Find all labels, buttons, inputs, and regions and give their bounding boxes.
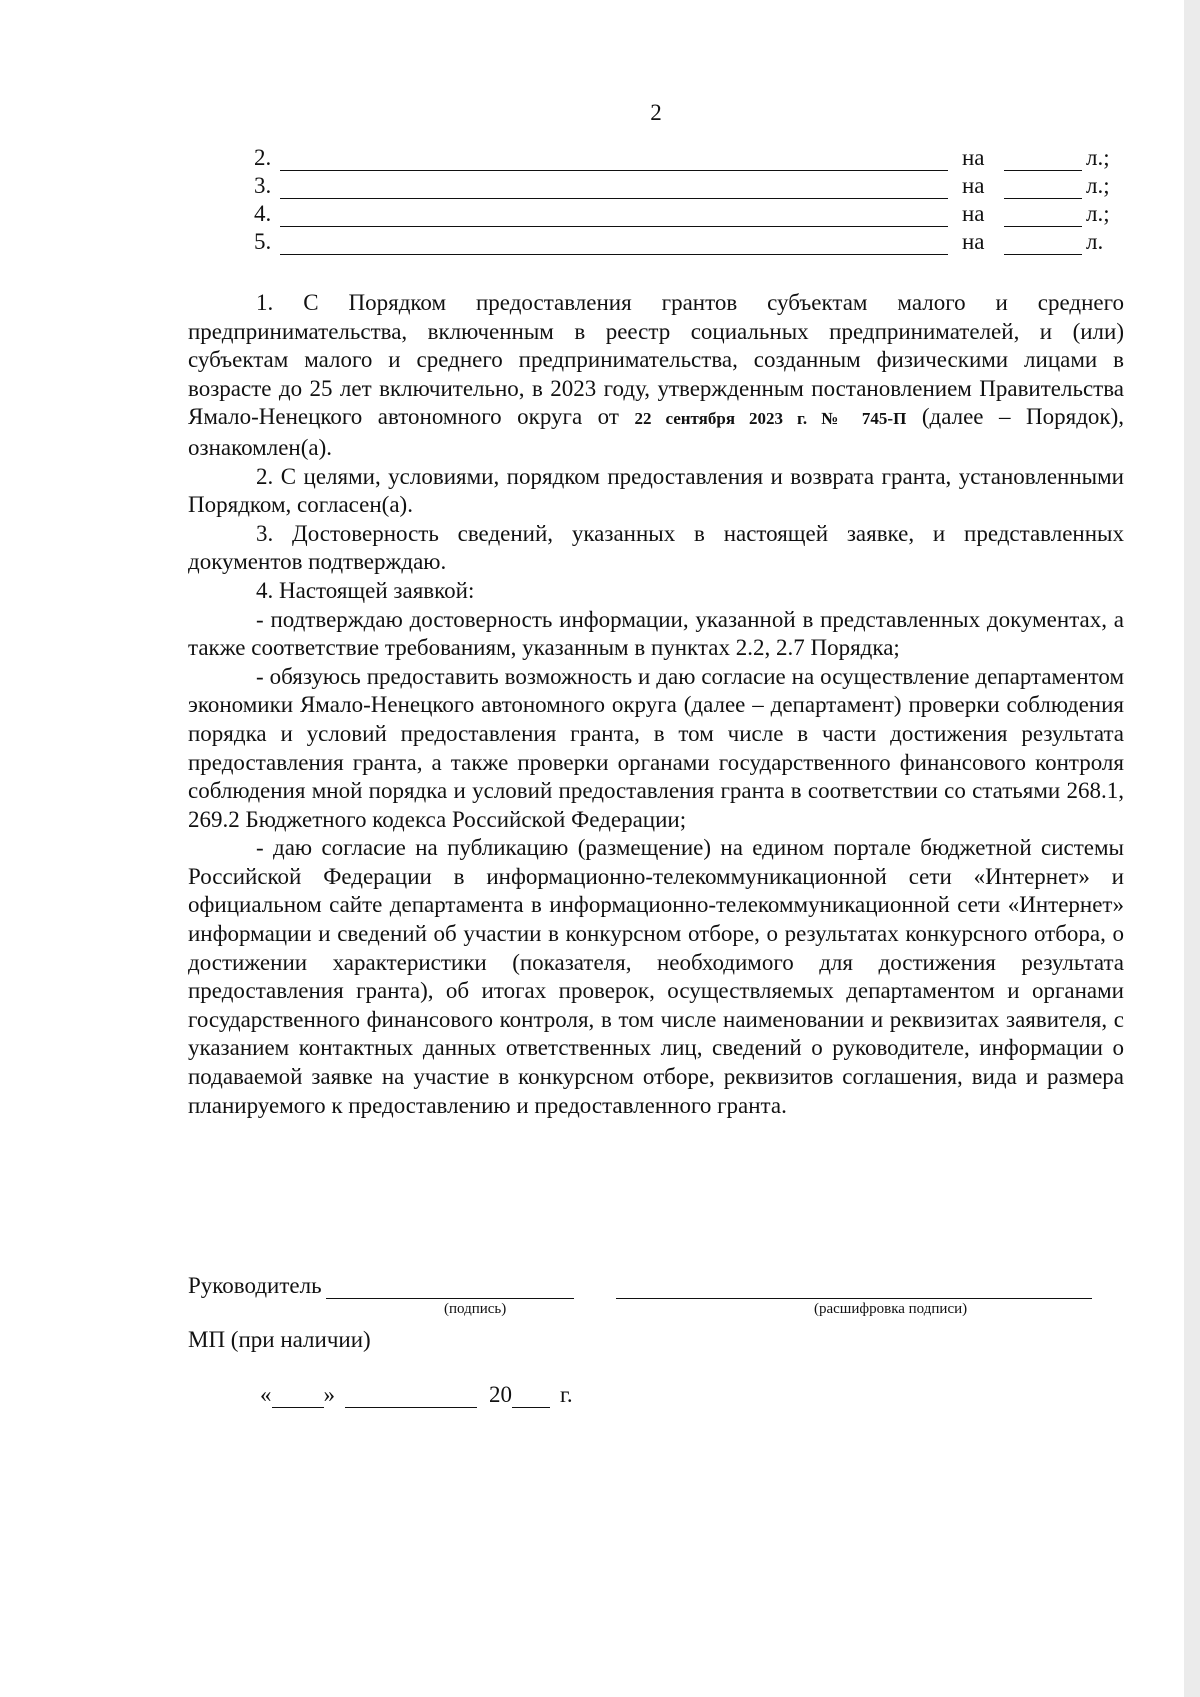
attachment-line [254, 143, 1124, 171]
attachment-number: 5. [254, 229, 272, 254]
paragraph-accuracy: 3. Достоверность сведений, указанных в настоящей заявке, и представленных документов подтверждаю. [188, 520, 1124, 575]
signature-blank [326, 1280, 574, 1299]
attachment-pages-blank [1004, 236, 1082, 255]
attachment-on-label: на [962, 173, 985, 198]
date-line [260, 1378, 573, 1408]
signature-block [188, 1271, 1124, 1353]
attachment-on-label: на [962, 201, 985, 226]
attachment-line [254, 199, 1124, 227]
attachment-list [254, 143, 1124, 255]
date-day-blank [272, 1389, 324, 1408]
attachment-sheets-label: л. [1086, 229, 1104, 254]
attachment-number: 4. [254, 201, 272, 226]
head-label: Руководитель [188, 1273, 322, 1298]
attachment-sheets-label: л.; [1086, 201, 1110, 226]
attachment-pages-blank [1004, 180, 1082, 199]
attachment-on-label: на [962, 145, 985, 170]
date-open-quote: « [260, 1382, 272, 1407]
bullet-confirm-accuracy: - подтверждаю достоверность информации, указанной в представленных документах, а также соответствие требованиям, указанным в пунктах 2.2, 2.7 Порядка; [188, 606, 1124, 661]
date-year-blank [512, 1389, 550, 1408]
attachment-line [254, 171, 1124, 199]
paragraph-consent-terms: 2. С целями, условиями, порядком предоставления и возврата гранта, установленными Порядком, согласен(а). [188, 463, 1124, 518]
date-month-blank [345, 1389, 477, 1408]
decree-reference: 22 сентября 2023 г. № 745-П [634, 409, 907, 429]
signature-decode-caption: (расшифровка подписи) [814, 1301, 968, 1317]
attachment-sheets-label: л.; [1086, 173, 1110, 198]
attachment-name-blank [280, 180, 948, 199]
stamp-label: МП (при наличии) [188, 1327, 371, 1352]
bullet-consent-publication: - даю согласие на публикацию (размещение) на едином портале бюджетной системы Российской Федерации в информационно-телекоммуникационной сети «Интернет» и официальном сайте департамента в информационно-телекоммуникационной сети «Интернет» информации и сведений об участии в конкурсном отборе, о результатах конкурсного отбора, о достижении характеристики (показателя, необходимого для достижения результата предоставления гранта), об итогах проверок, осуществляемых департаментом и органами государственного финансового контроля, в том числе наименовании и реквизитах заявителя, с указанием контактных данных ответственных лиц, сведений о руководителе, информации о подаваемой заявке на участие в конкурсном отборе, реквизитов соглашения, вида и размера планируемого к предоставлению и предоставленного гранта. [188, 835, 1124, 1118]
signature-captions [188, 1299, 1124, 1323]
date-year-prefix: 20 [489, 1382, 512, 1407]
attachment-pages-blank [1004, 152, 1082, 171]
attachment-name-blank [280, 208, 948, 227]
signature-row [188, 1271, 1124, 1299]
paragraph-text: 1. С Порядком предоставления грантов субъектам малого и среднего предпринимательства, включенным в реестр социальных предпринимателей, и (или) субъектам малого и среднего предпринимательства, созданным физическими лицами в возрасте до 25 лет включительно, в 2023 году, утвержденным постановлением Правительства Ямало-Ненецкого автономного округа от [188, 290, 1124, 430]
paragraph-application-intro: 4. Настоящей заявкой: [256, 577, 475, 603]
attachment-number: 3. [254, 173, 272, 198]
attachment-name-blank [280, 152, 948, 171]
attachment-name-blank [280, 236, 948, 255]
attachment-line [254, 227, 1124, 255]
attachment-pages-blank [1004, 208, 1082, 227]
bullet-consent-inspection: - обязуюсь предоставить возможность и даю согласие на осуществление департаментом экономики Ямало-Ненецкого автономного округа (далее – департамент) проверки соблюдения порядка и условий предоставления гранта, в том числе в части достижения результата предоставления гранта, а также проверки органами государственного финансового контроля соблюдения мной порядка и условий предоставления гранта в соответствии со статьями 268.1, 269.2 Бюджетного кодекса Российской Федерации; [188, 663, 1124, 832]
attachment-sheets-label: л.; [1086, 145, 1110, 170]
signature-decode-blank [616, 1280, 1092, 1299]
attachment-number: 2. [254, 145, 272, 170]
paragraph-text: (далее – Порядок), ознакомлен(а). [188, 404, 1124, 460]
date-year-suffix: г. [560, 1382, 573, 1407]
page-number: 2 [650, 100, 662, 125]
paragraph-acknowledgement [188, 289, 1124, 463]
document-body [188, 289, 1124, 1120]
attachment-on-label: на [962, 229, 985, 254]
date-close-quote: » [323, 1382, 335, 1407]
signature-caption: (подпись) [444, 1301, 507, 1317]
